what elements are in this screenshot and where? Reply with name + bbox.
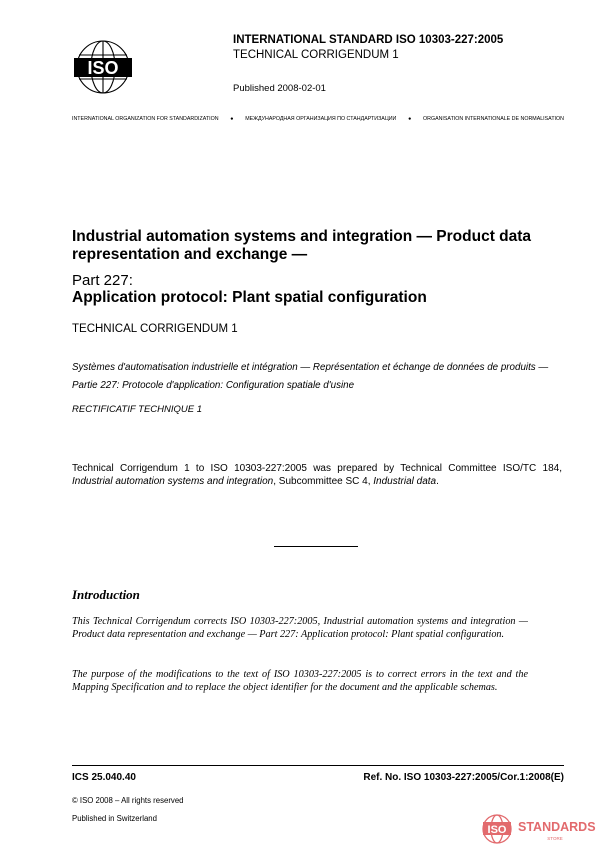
section-divider <box>274 546 358 547</box>
copyright-notice: © ISO 2008 – All rights reserved <box>72 796 184 805</box>
part-number: Part 227: <box>72 272 133 289</box>
french-title: Systèmes d'automatisation industrielle et intégration — Représentation et échange de données de produits — <box>72 362 549 373</box>
introduction-paragraph-2: The purpose of the modifications to the text of ISO 10303-227:2005 is to correct errors in the text and the Mapping Specification and to replace the object identifier for the document and the applicable schemas. <box>72 669 528 693</box>
standard-number: INTERNATIONAL STANDARD ISO 10303-227:2005 <box>233 34 504 46</box>
introduction-paragraph-1: This Technical Corrigendum corrects ISO 10303-227:2005, Industrial automation systems and integration — Product data representation and exchange — Part 227: Application protocol: Plant spatial configuration. <box>72 616 528 640</box>
french-part-title: Partie 227: Protocole d'application: Configuration spatiale d'usine <box>72 380 355 391</box>
iso-standards-store-badge[interactable] <box>482 813 596 845</box>
technical-corrigendum-heading: TECHNICAL CORRIGENDUM 1 <box>72 323 238 335</box>
preparation-statement: Technical Corrigendum 1 to ISO 10303-227:2005 was prepared by Technical Committee ISO/TC 184, Industrial automation systems and integration, Subcommittee SC 4, Industrial data. <box>72 463 562 487</box>
publication-date: Published 2008-02-01 <box>233 83 326 94</box>
published-in: Published in Switzerland <box>72 814 157 823</box>
introduction-heading: Introduction <box>72 587 140 602</box>
bullet-separator: ● <box>408 116 412 122</box>
part-title: Application protocol: Plant spatial configuration <box>72 289 427 306</box>
french-corrigendum: RECTIFICATIF TECHNIQUE 1 <box>72 404 203 415</box>
iso-logo-text: ISO <box>87 58 119 78</box>
ics-code: ICS 25.040.40 <box>72 772 136 783</box>
footer-rule <box>72 765 564 766</box>
organization-names <box>72 116 564 122</box>
badge-iso-text: ISO <box>487 824 507 836</box>
corrigendum-label: TECHNICAL CORRIGENDUM 1 <box>233 49 399 61</box>
document-title: Industrial automation systems and integration — Product data representation and exchange — <box>72 228 532 263</box>
org-name-fr: ORGANISATION INTERNATIONALE DE NORMALISATION <box>423 116 564 122</box>
badge-store-text: STORE <box>547 836 563 841</box>
iso-logo <box>72 38 134 96</box>
reference-number: Ref. No. ISO 10303-227:2005/Cor.1:2008(E) <box>363 772 564 783</box>
badge-standards-text: STANDARDS <box>518 820 596 834</box>
org-name-en: INTERNATIONAL ORGANIZATION FOR STANDARDIZATION <box>72 116 219 122</box>
org-name-ru: МЕЖДУНАРОДНАЯ ОРГАНИЗАЦИЯ ПО СТАНДАРТИЗАЦИИ <box>245 116 397 122</box>
bullet-separator: ● <box>230 116 234 122</box>
